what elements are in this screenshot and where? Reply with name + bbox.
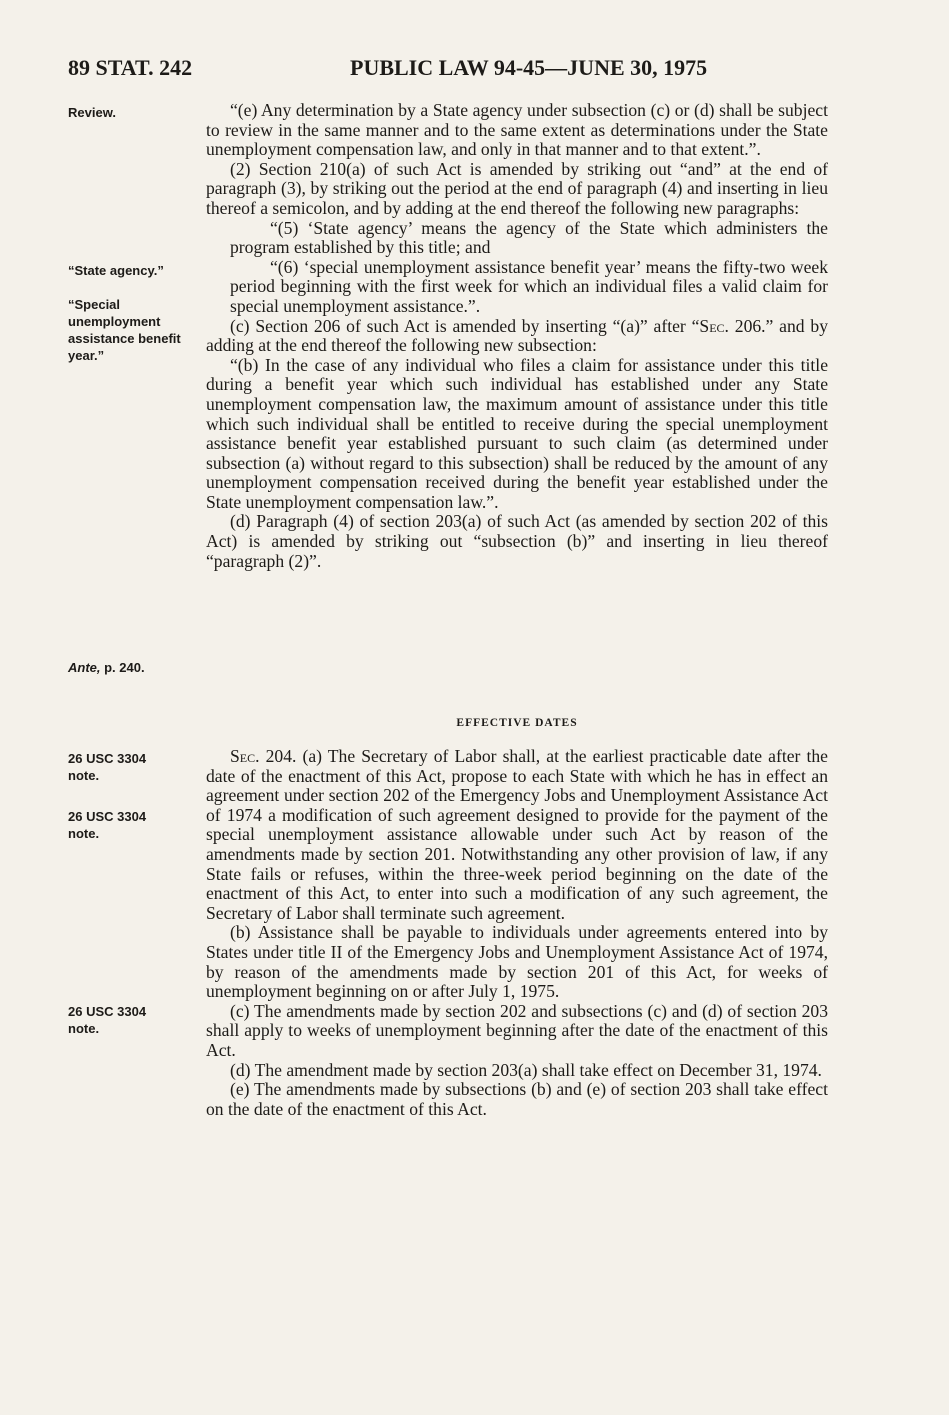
- usc-3-line2: note.: [68, 1021, 100, 1036]
- paragraph-c: [206, 317, 828, 356]
- paragraph-2: (2) Section 210(a) of such Act is amended by striking out “and” at the end of paragraph (3), by striking out the period at the end of paragraph (4) and inserting in lieu thereof a semicolon, and by adding at the end thereof the following new paragraphs:: [206, 158, 828, 218]
- paragraph-e: “(e) Any determination by a State agency under subsection (c) or (d) shall be subject to review in the same manner and to the same extent as determinations under the State unemployment compensation law, and only in that manner and to that extent.”.: [206, 100, 828, 160]
- paragraph-c-sec: Sec.: [699, 315, 729, 336]
- section-204-a: [206, 747, 828, 923]
- usc-2-line2: note.: [68, 826, 100, 841]
- margin-note-ante-italic: Ante,: [68, 660, 101, 675]
- paragraph-c-end: 206.” and by adding at the end thereof the following new subsection:: [206, 315, 828, 356]
- page-header: [68, 55, 828, 85]
- margin-note-usc-1: [68, 750, 196, 784]
- section-204-b: (b) Assistance shall be payable to individuals under agreements entered into by States under title II of the Emergency Jobs and Unemployment Assistance Act of 1974, by reason of the amendments made by section 201 of this Act, for weeks of unemployment beginning on or after July 1, 1975.: [206, 922, 828, 1002]
- section-204-label: Sec.: [230, 746, 260, 766]
- body-block-upper: [206, 101, 828, 571]
- paragraph-5: “(5) ‘State agency’ means the agency of the State which administers the program established by this title; and: [230, 217, 828, 258]
- section-204-d: (d) The amendment made by section 203(a) shall take effect on December 31, 1974.: [230, 1059, 822, 1080]
- stat-reference: 89 STAT. 242: [68, 55, 193, 80]
- law-title: PUBLIC LAW 94-45—JUNE 30, 1975: [350, 55, 708, 80]
- paragraph-d: (d) Paragraph (4) of section 203(a) of such Act (as amended by section 202 of this Act) is amended by striking out “subsection (b)” and inserting in lieu thereof “paragraph (2)”.: [206, 511, 828, 571]
- margin-note-ante-page: p. 240.: [100, 660, 145, 675]
- margin-note-review: Review.: [68, 105, 116, 120]
- section-heading-effective-dates: EFFECTIVE DATES: [456, 717, 578, 729]
- margin-note-special-benefit-year: “Special unemployment assistance benefit year.”: [68, 297, 181, 363]
- section-204-e: (e) The amendments made by subsections (b) and (e) of section 203 shall take effect on the date of the enactment of this Act.: [206, 1079, 828, 1119]
- usc-2-line1: 26 USC 3304: [68, 809, 147, 824]
- usc-1-line1: 26 USC 3304: [68, 751, 147, 766]
- paragraph-b-quote: “(b) In the case of any individual who files a claim for assistance under this title during a benefit year which such individual has established under any State unemployment compensation law, the maximum amount of assistance under this title which such individual shall be entitled to receive during the special unemployment assistance benefit year established pursuant to such claim (as determined under subsection (a) without regard to this subsection) shall be reduced by the amount of any unemployment compensation received during the benefit year established under the State unemployment compensation law.”.: [206, 354, 828, 512]
- margin-note-usc-3: [68, 1003, 196, 1037]
- margin-note-ante: [68, 659, 196, 676]
- margin-note-state-agency: “State agency.”: [68, 263, 164, 278]
- section-204-c: (c) The amendments made by section 202 and subsections (c) and (d) of section 203 shall apply to weeks of unemployment beginning after the date of the enactment of this Act.: [206, 1000, 828, 1060]
- paragraph-c-start: (c) Section 206 of such Act is amended by inserting “(a)” after “: [230, 315, 700, 336]
- section-204-a-text: 204. (a) The Secretary of Labor shall, at the earliest practicable date after the date of the enactment of this Act, propose to each State with which he has in effect an agreement under section 202 of the Emergency Jobs and Unemployment Assistance Act of 1974 a modification of such agreement designed to provide for the payment of the special unemployment assistance allowable under such Act by reason of the amendments made by section 201. Notwithstanding any other provision of law, if any State fails or refuses, within the three-week period beginning on the date of the enactment of this Act, to enter into such a modification of any such agreement, the Secretary of Labor shall terminate such agreement.: [206, 746, 828, 923]
- margin-note-usc-2: [68, 808, 196, 842]
- paragraph-6: “(6) ‘special unemployment assistance benefit year’ means the fifty-two week period beginning with the first week for which an individual files a valid claim for special unemployment assistance.”.: [230, 256, 828, 316]
- usc-1-line2: note.: [68, 768, 100, 783]
- usc-3-line1: 26 USC 3304: [68, 1004, 147, 1019]
- body-block-lower: [206, 747, 828, 1119]
